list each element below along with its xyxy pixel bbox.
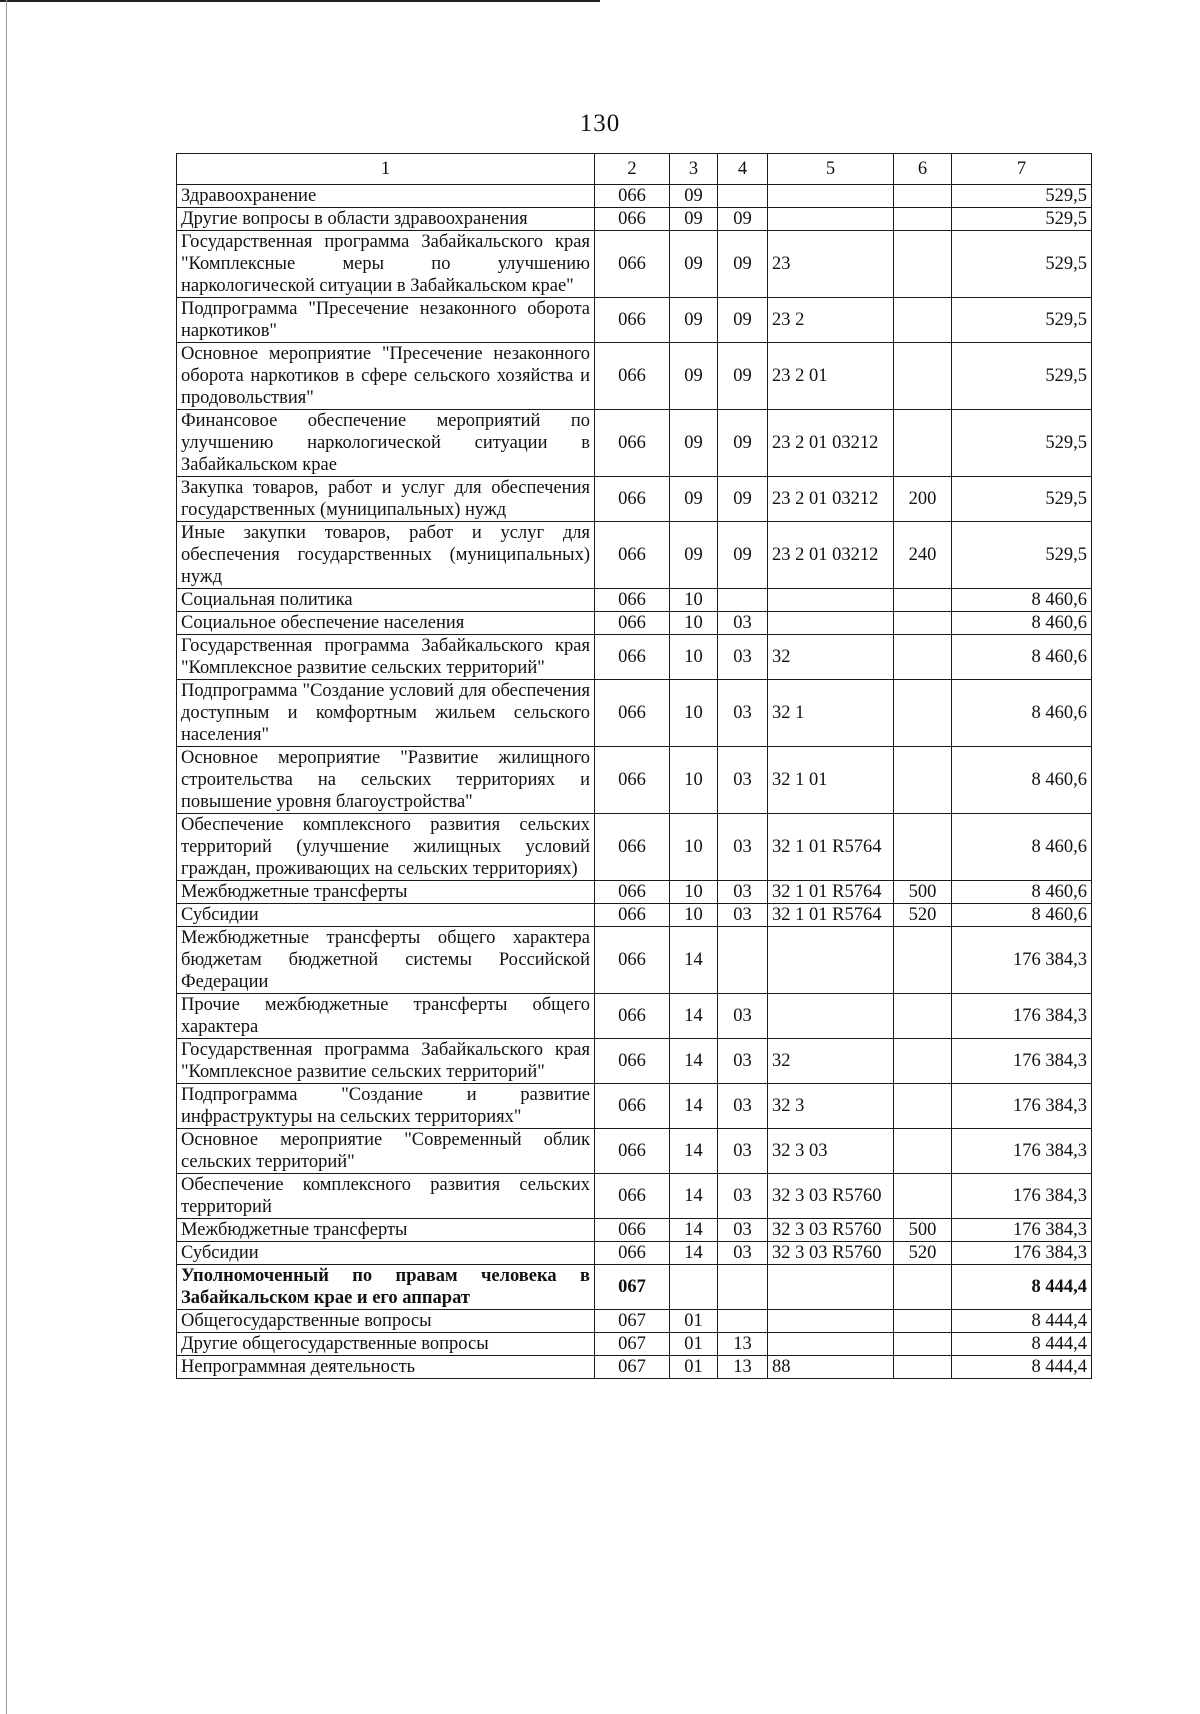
row-target-article-cell: 23 2 [768,298,894,343]
row-section-cell: 09 [670,410,718,477]
row-amount-cell: 8 444,4 [952,1265,1092,1310]
row-subsection-cell: 03 [718,1039,768,1084]
row-ved-code-cell: 066 [595,410,670,477]
row-section-cell: 14 [670,1174,718,1219]
row-expense-type-cell: 520 [894,904,952,927]
table-row [177,904,1092,927]
table-row [177,1265,1092,1310]
row-section-cell: 10 [670,814,718,881]
row-expense-type-cell [894,635,952,680]
row-target-article-cell [768,612,894,635]
row-amount-cell: 529,5 [952,522,1092,589]
row-ved-code-cell: 066 [595,680,670,747]
column-header-3: 3 [670,154,718,185]
row-target-article-cell: 32 1 [768,680,894,747]
row-target-article-cell: 32 1 01 R5764 [768,904,894,927]
row-target-article-cell [768,1310,894,1333]
row-section-cell: 10 [670,612,718,635]
table-row [177,680,1092,747]
row-section-cell: 10 [670,747,718,814]
row-target-article-cell: 23 2 01 [768,343,894,410]
row-ved-code-cell: 066 [595,904,670,927]
row-subsection-cell: 09 [718,298,768,343]
row-amount-cell: 529,5 [952,477,1092,522]
row-target-article-cell: 32 3 [768,1084,894,1129]
row-amount-cell: 8 460,6 [952,680,1092,747]
table-row [177,814,1092,881]
table-row [177,1174,1092,1219]
row-ved-code-cell: 067 [595,1265,670,1310]
row-amount-cell: 529,5 [952,298,1092,343]
column-header-1: 1 [177,154,595,185]
row-subsection-cell: 03 [718,635,768,680]
row-expense-type-cell [894,747,952,814]
row-subsection-cell: 03 [718,1084,768,1129]
row-section-cell: 10 [670,589,718,612]
table-row [177,522,1092,589]
row-amount-cell: 8 460,6 [952,814,1092,881]
row-name-cell: Основное мероприятие "Пресечение незаконного оборота наркотиков в сфере сельского хозяйства и продовольствия" [177,343,595,410]
row-expense-type-cell [894,231,952,298]
row-target-article-cell: 88 [768,1356,894,1379]
row-amount-cell: 8 460,6 [952,635,1092,680]
row-section-cell: 01 [670,1310,718,1333]
row-ved-code-cell: 066 [595,1039,670,1084]
row-amount-cell: 176 384,3 [952,1084,1092,1129]
row-amount-cell: 529,5 [952,410,1092,477]
row-expense-type-cell [894,343,952,410]
row-target-article-cell: 32 1 01 R5764 [768,881,894,904]
row-expense-type-cell: 500 [894,881,952,904]
scan-edge-top [0,0,600,2]
row-target-article-cell: 32 1 01 [768,747,894,814]
row-expense-type-cell [894,208,952,231]
row-expense-type-cell: 500 [894,1219,952,1242]
row-amount-cell: 529,5 [952,208,1092,231]
row-name-cell: Межбюджетные трансферты [177,1219,595,1242]
row-ved-code-cell: 066 [595,1219,670,1242]
row-expense-type-cell [894,1039,952,1084]
table-row [177,635,1092,680]
row-name-cell: Прочие межбюджетные трансферты общего характера [177,994,595,1039]
row-section-cell: 09 [670,477,718,522]
row-amount-cell: 176 384,3 [952,927,1092,994]
row-section-cell: 14 [670,927,718,994]
row-amount-cell: 8 460,6 [952,904,1092,927]
row-target-article-cell [768,589,894,612]
row-expense-type-cell [894,185,952,208]
row-expense-type-cell [894,1174,952,1219]
row-section-cell [670,1265,718,1310]
row-name-cell: Обеспечение комплексного развития сельских территорий [177,1174,595,1219]
row-target-article-cell [768,208,894,231]
row-target-article-cell: 32 3 03 R5760 [768,1174,894,1219]
scan-edge-left [6,0,7,1714]
row-expense-type-cell [894,612,952,635]
row-expense-type-cell [894,1356,952,1379]
row-ved-code-cell: 066 [595,208,670,231]
row-subsection-cell: 13 [718,1333,768,1356]
table-row [177,1219,1092,1242]
row-amount-cell: 529,5 [952,231,1092,298]
row-target-article-cell: 32 1 01 R5764 [768,814,894,881]
row-subsection-cell: 03 [718,612,768,635]
row-expense-type-cell [894,680,952,747]
table-row [177,410,1092,477]
table-row [177,1129,1092,1174]
row-expense-type-cell [894,410,952,477]
row-subsection-cell [718,185,768,208]
row-subsection-cell: 09 [718,343,768,410]
row-ved-code-cell: 067 [595,1310,670,1333]
row-section-cell: 14 [670,994,718,1039]
row-ved-code-cell: 066 [595,747,670,814]
row-name-cell: Уполномоченный по правам человека в Забайкальском крае и его аппарат [177,1265,595,1310]
row-target-article-cell: 32 [768,1039,894,1084]
table-row [177,881,1092,904]
table-body [177,154,1092,1379]
row-target-article-cell [768,1265,894,1310]
row-name-cell: Подпрограмма "Создание и развитие инфраструктуры на сельских территориях" [177,1084,595,1129]
row-section-cell: 10 [670,881,718,904]
row-ved-code-cell: 066 [595,343,670,410]
row-ved-code-cell: 066 [595,994,670,1039]
row-target-article-cell: 23 [768,231,894,298]
row-ved-code-cell: 066 [595,927,670,994]
row-target-article-cell: 32 3 03 R5760 [768,1242,894,1265]
row-expense-type-cell [894,994,952,1039]
table-row [177,1333,1092,1356]
row-ved-code-cell: 066 [595,612,670,635]
row-name-cell: Общегосударственные вопросы [177,1310,595,1333]
row-name-cell: Обеспечение комплексного развития сельских территорий (улучшение жилищных условий граждан, проживающих на сельских территориях) [177,814,595,881]
row-target-article-cell [768,185,894,208]
row-amount-cell: 529,5 [952,185,1092,208]
row-subsection-cell: 03 [718,904,768,927]
row-subsection-cell: 03 [718,1174,768,1219]
row-name-cell: Государственная программа Забайкальского края "Комплексное развитие сельских территорий" [177,635,595,680]
row-target-article-cell: 23 2 01 03212 [768,477,894,522]
row-subsection-cell: 03 [718,881,768,904]
row-subsection-cell: 09 [718,231,768,298]
row-name-cell: Социальная политика [177,589,595,612]
row-amount-cell: 8 444,4 [952,1333,1092,1356]
row-amount-cell: 8 460,6 [952,612,1092,635]
row-ved-code-cell: 066 [595,522,670,589]
table-row [177,231,1092,298]
table-row [177,1084,1092,1129]
row-subsection-cell: 03 [718,747,768,814]
row-ved-code-cell: 066 [595,635,670,680]
row-ved-code-cell: 066 [595,1084,670,1129]
row-name-cell: Подпрограмма "Создание условий для обеспечения доступным и комфортным жильем сельского населения" [177,680,595,747]
row-ved-code-cell: 066 [595,1129,670,1174]
row-section-cell: 10 [670,904,718,927]
row-amount-cell: 176 384,3 [952,994,1092,1039]
row-target-article-cell: 32 3 03 R5760 [768,1219,894,1242]
row-target-article-cell: 23 2 01 03212 [768,522,894,589]
row-name-cell: Социальное обеспечение населения [177,612,595,635]
row-name-cell: Подпрограмма "Пресечение незаконного оборота наркотиков" [177,298,595,343]
budget-table [176,153,1092,1379]
row-amount-cell: 529,5 [952,343,1092,410]
row-target-article-cell: 32 3 03 [768,1129,894,1174]
row-amount-cell: 8 460,6 [952,747,1092,814]
row-expense-type-cell [894,927,952,994]
row-amount-cell: 8 444,4 [952,1356,1092,1379]
row-expense-type-cell: 240 [894,522,952,589]
row-subsection-cell: 03 [718,814,768,881]
row-amount-cell: 176 384,3 [952,1242,1092,1265]
row-ved-code-cell: 066 [595,231,670,298]
row-ved-code-cell: 066 [595,1174,670,1219]
row-subsection-cell: 09 [718,477,768,522]
row-amount-cell: 176 384,3 [952,1219,1092,1242]
row-expense-type-cell [894,814,952,881]
row-section-cell: 14 [670,1084,718,1129]
column-header-4: 4 [718,154,768,185]
row-target-article-cell [768,927,894,994]
row-target-article-cell [768,994,894,1039]
table-row [177,477,1092,522]
table-row [177,1039,1092,1084]
row-target-article-cell: 23 2 01 03212 [768,410,894,477]
row-name-cell: Субсидии [177,1242,595,1265]
row-name-cell: Субсидии [177,904,595,927]
row-subsection-cell [718,1310,768,1333]
row-subsection-cell: 13 [718,1356,768,1379]
table-row [177,343,1092,410]
row-amount-cell: 176 384,3 [952,1129,1092,1174]
row-section-cell: 09 [670,208,718,231]
column-header-6: 6 [894,154,952,185]
table-row [177,927,1092,994]
column-header-7: 7 [952,154,1092,185]
row-name-cell: Иные закупки товаров, работ и услуг для обеспечения государственных (муниципальных) нужд [177,522,595,589]
row-name-cell: Закупка товаров, работ и услуг для обеспечения государственных (муниципальных) нужд [177,477,595,522]
table-header-row [177,154,1092,185]
row-section-cell: 09 [670,298,718,343]
row-expense-type-cell [894,589,952,612]
row-section-cell: 14 [670,1129,718,1174]
table-row [177,185,1092,208]
table-row [177,298,1092,343]
row-ved-code-cell: 066 [595,477,670,522]
row-ved-code-cell: 066 [595,1242,670,1265]
row-subsection-cell: 03 [718,994,768,1039]
row-section-cell: 14 [670,1219,718,1242]
row-ved-code-cell: 066 [595,589,670,612]
row-expense-type-cell [894,1265,952,1310]
row-subsection-cell [718,589,768,612]
row-subsection-cell: 09 [718,410,768,477]
row-name-cell: Другие вопросы в области здравоохранения [177,208,595,231]
row-section-cell: 14 [670,1039,718,1084]
row-expense-type-cell: 200 [894,477,952,522]
row-section-cell: 14 [670,1242,718,1265]
row-expense-type-cell [894,1333,952,1356]
row-ved-code-cell: 066 [595,814,670,881]
row-name-cell: Другие общегосударственные вопросы [177,1333,595,1356]
row-section-cell: 09 [670,522,718,589]
row-subsection-cell: 03 [718,1219,768,1242]
row-name-cell: Государственная программа Забайкальского края "Комплексное развитие сельских территорий" [177,1039,595,1084]
row-section-cell: 01 [670,1333,718,1356]
row-section-cell: 09 [670,185,718,208]
table-row [177,747,1092,814]
table-row [177,1356,1092,1379]
row-expense-type-cell [894,1310,952,1333]
row-amount-cell: 176 384,3 [952,1039,1092,1084]
row-target-article-cell: 32 [768,635,894,680]
row-expense-type-cell: 520 [894,1242,952,1265]
row-section-cell: 09 [670,231,718,298]
row-name-cell: Основное мероприятие "Современный облик сельских территорий" [177,1129,595,1174]
page-number: 130 [579,110,621,137]
row-ved-code-cell: 066 [595,185,670,208]
row-amount-cell: 176 384,3 [952,1174,1092,1219]
row-name-cell: Межбюджетные трансферты общего характера бюджетам бюджетной системы Российской Федерации [177,927,595,994]
row-expense-type-cell [894,298,952,343]
row-name-cell: Государственная программа Забайкальского края "Комплексные меры по улучшению наркологической ситуации в Забайкальском крае" [177,231,595,298]
table-row [177,589,1092,612]
row-subsection-cell: 03 [718,1242,768,1265]
table-row [177,1310,1092,1333]
row-amount-cell: 8 444,4 [952,1310,1092,1333]
row-amount-cell: 8 460,6 [952,589,1092,612]
table-row [177,208,1092,231]
row-ved-code-cell: 067 [595,1356,670,1379]
table-row [177,994,1092,1039]
row-expense-type-cell [894,1084,952,1129]
row-section-cell: 10 [670,680,718,747]
row-amount-cell: 8 460,6 [952,881,1092,904]
row-subsection-cell [718,927,768,994]
row-subsection-cell [718,1265,768,1310]
row-ved-code-cell: 067 [595,1333,670,1356]
row-subsection-cell: 03 [718,680,768,747]
column-header-5: 5 [768,154,894,185]
row-section-cell: 10 [670,635,718,680]
row-name-cell: Основное мероприятие "Развитие жилищного строительства на сельских территориях и повышение уровня благоустройства" [177,747,595,814]
row-ved-code-cell: 066 [595,881,670,904]
row-section-cell: 01 [670,1356,718,1379]
row-name-cell: Финансовое обеспечение мероприятий по улучшению наркологической ситуации в Забайкальском крае [177,410,595,477]
row-name-cell: Здравоохранение [177,185,595,208]
table-row [177,1242,1092,1265]
column-header-2: 2 [595,154,670,185]
row-subsection-cell: 09 [718,522,768,589]
row-name-cell: Непрограммная деятельность [177,1356,595,1379]
row-section-cell: 09 [670,343,718,410]
row-target-article-cell [768,1333,894,1356]
table-row [177,612,1092,635]
row-name-cell: Межбюджетные трансферты [177,881,595,904]
row-subsection-cell: 03 [718,1129,768,1174]
row-subsection-cell: 09 [718,208,768,231]
row-expense-type-cell [894,1129,952,1174]
row-ved-code-cell: 066 [595,298,670,343]
